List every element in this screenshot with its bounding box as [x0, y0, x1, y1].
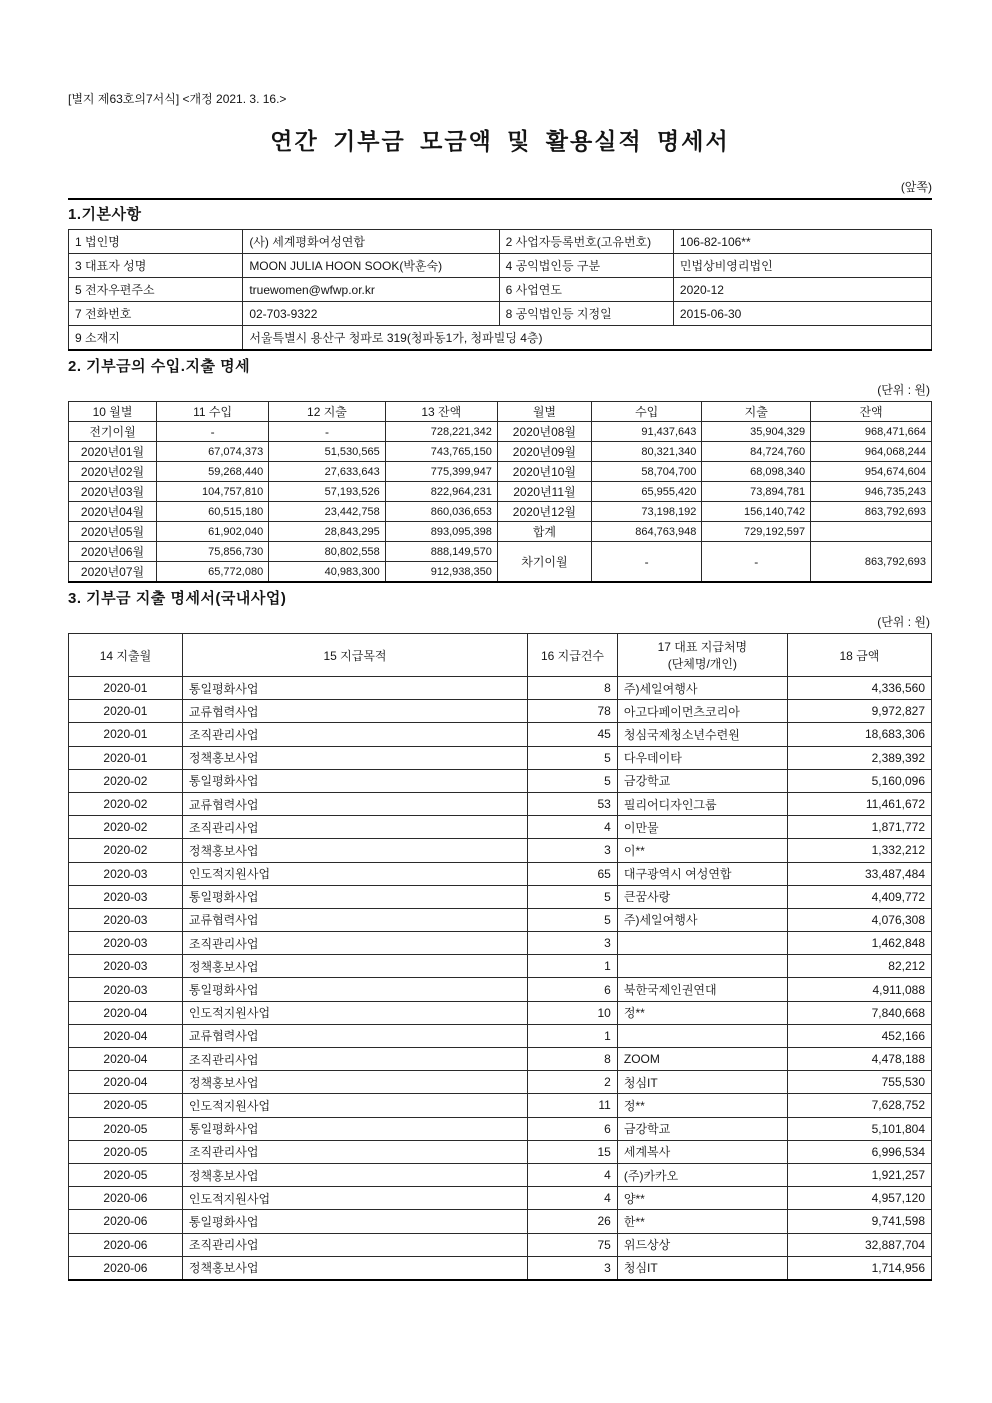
- expense-cell: 23,442,758: [269, 502, 386, 522]
- payee-cell: 다우데이타: [617, 746, 787, 769]
- expense-month-cell: 2020-04: [69, 1024, 183, 1047]
- field-value: MOON JULIA HOON SOOK(박훈숙): [243, 254, 499, 278]
- month-cell: 2020년03월: [69, 482, 157, 502]
- column-header: 10 월별: [69, 402, 157, 422]
- header-row: [69, 402, 932, 422]
- purpose-cell: 인도적지원사업: [182, 1094, 527, 1117]
- section2-heading: 2. 기부금의 수입.지출 명세: [68, 358, 251, 375]
- month-cell: 전기이월: [69, 422, 157, 442]
- table-row: [69, 302, 932, 326]
- amount-cell: 5,101,804: [787, 1117, 931, 1140]
- table-row: [69, 978, 932, 1001]
- payee-cell: 금강학교: [617, 769, 787, 792]
- amount-cell: 1,921,257: [787, 1163, 931, 1186]
- balance-cell: 863,792,693: [811, 502, 932, 522]
- table-row: [69, 1233, 932, 1256]
- balance-cell: 775,399,947: [385, 462, 497, 482]
- payee-cell: 아고다페이먼츠코리아: [617, 700, 787, 723]
- balance-cell: 954,674,604: [811, 462, 932, 482]
- expense-month-cell: 2020-01: [69, 723, 183, 746]
- table-row: [69, 816, 932, 839]
- table-row: [69, 1071, 932, 1094]
- column-header: 월별: [497, 402, 591, 422]
- count-cell: 8: [528, 677, 618, 700]
- purpose-cell: 정책홍보사업: [182, 839, 527, 862]
- income-expense-table: [68, 401, 932, 583]
- donation-expense-rows: [69, 677, 932, 1280]
- count-cell: 45: [528, 723, 618, 746]
- purpose-cell: 조직관리사업: [182, 1140, 527, 1163]
- count-cell: 8: [528, 1048, 618, 1071]
- expense-cell: 729,192,597: [702, 522, 811, 542]
- column-header: 12 지출: [269, 402, 386, 422]
- count-cell: 3: [528, 1256, 618, 1280]
- month-cell: 2020년11월: [497, 482, 591, 502]
- payee-cell: 이만물: [617, 816, 787, 839]
- table-row: [69, 932, 932, 955]
- count-cell: 3: [528, 932, 618, 955]
- table-row: [69, 1163, 932, 1186]
- purpose-cell: 정책홍보사업: [182, 1256, 527, 1280]
- payee-cell: (주)카카오: [617, 1163, 787, 1186]
- amount-cell: 1,332,212: [787, 839, 931, 862]
- income-cell: 58,704,700: [591, 462, 701, 482]
- amount-cell: 82,212: [787, 955, 931, 978]
- table-row: [69, 1001, 932, 1024]
- amount-cell: 2,389,392: [787, 746, 931, 769]
- expense-month-cell: 2020-03: [69, 862, 183, 885]
- table-row: [69, 1187, 932, 1210]
- expense-month-cell: 2020-01: [69, 746, 183, 769]
- column-header: 잔액: [811, 402, 932, 422]
- field-value: 서울특별시 용산구 청파로 319(청파동1가, 청파빌딩 4층): [243, 326, 932, 351]
- payee-cell: ZOOM: [617, 1048, 787, 1071]
- field-value: 2020-12: [673, 278, 931, 302]
- amount-cell: 4,076,308: [787, 908, 931, 931]
- balance-cell: 968,471,664: [811, 422, 932, 442]
- amount-cell: 1,871,772: [787, 816, 931, 839]
- expense-month-cell: 2020-03: [69, 932, 183, 955]
- month-cell: 2020년09월: [497, 442, 591, 462]
- expense-month-cell: 2020-05: [69, 1140, 183, 1163]
- expense-month-cell: 2020-02: [69, 792, 183, 815]
- amount-cell: 18,683,306: [787, 723, 931, 746]
- count-cell: 4: [528, 816, 618, 839]
- purpose-cell: 통일평화사업: [182, 885, 527, 908]
- table-row: [69, 230, 932, 254]
- month-cell: 2020년06월: [69, 542, 157, 562]
- month-cell: 2020년07월: [69, 562, 157, 583]
- payee-cell: 필리어디자인그룹: [617, 792, 787, 815]
- purpose-cell: 조직관리사업: [182, 932, 527, 955]
- header-row: [69, 634, 932, 677]
- table-row: [69, 1256, 932, 1280]
- amount-cell: 452,166: [787, 1024, 931, 1047]
- count-cell: 65: [528, 862, 618, 885]
- count-cell: 15: [528, 1140, 618, 1163]
- month-cell: 2020년12월: [497, 502, 591, 522]
- amount-cell: 4,336,560: [787, 677, 931, 700]
- balance-cell: 964,068,244: [811, 442, 932, 462]
- income-cell: 73,198,192: [591, 502, 701, 522]
- expense-cell: 51,530,565: [269, 442, 386, 462]
- count-cell: 6: [528, 1117, 618, 1140]
- month-cell: 2020년01월: [69, 442, 157, 462]
- payee-cell: 정**: [617, 1094, 787, 1117]
- expense-month-cell: 2020-03: [69, 955, 183, 978]
- balance-cell: [811, 522, 932, 542]
- expense-cell: 27,633,643: [269, 462, 386, 482]
- amount-cell: 32,887,704: [787, 1233, 931, 1256]
- table-row: [69, 839, 932, 862]
- payee-cell: 청심IT: [617, 1256, 787, 1280]
- column-header: 지출: [702, 402, 811, 422]
- amount-cell: 11,461,672: [787, 792, 931, 815]
- field-label: 3 대표자 성명: [69, 254, 243, 278]
- expense-month-cell: 2020-06: [69, 1233, 183, 1256]
- income-cell: 59,268,440: [157, 462, 269, 482]
- income-cell: 75,856,730: [157, 542, 269, 562]
- expense-cell: -: [702, 542, 811, 583]
- expense-month-cell: 2020-05: [69, 1163, 183, 1186]
- donation-expense-table: [68, 633, 932, 1281]
- payee-cell: 청심IT: [617, 1071, 787, 1094]
- count-cell: 53: [528, 792, 618, 815]
- table-row: [69, 1210, 932, 1233]
- expense-month-cell: 2020-01: [69, 677, 183, 700]
- table-row: [69, 792, 932, 815]
- expense-month-cell: 2020-05: [69, 1117, 183, 1140]
- top-divider: [68, 198, 932, 200]
- expense-cell: 68,098,340: [702, 462, 811, 482]
- count-cell: 1: [528, 955, 618, 978]
- section3-heading: 3. 기부금 지출 명세서(국내사업): [68, 590, 287, 607]
- field-label: 4 공익법인등 구분: [499, 254, 673, 278]
- month-cell: 2020년04월: [69, 502, 157, 522]
- expense-month-cell: 2020-04: [69, 1048, 183, 1071]
- balance-cell: 822,964,231: [385, 482, 497, 502]
- income-cell: 91,437,643: [591, 422, 701, 442]
- expense-cell: 84,724,760: [702, 442, 811, 462]
- amount-cell: 4,957,120: [787, 1187, 931, 1210]
- table-row: [69, 862, 932, 885]
- field-label: 7 전화번호: [69, 302, 243, 326]
- month-cell: 2020년10월: [497, 462, 591, 482]
- purpose-cell: 인도적지원사업: [182, 862, 527, 885]
- payee-cell: 주)세일여행사: [617, 908, 787, 931]
- table-row: [69, 885, 932, 908]
- income-cell: 104,757,810: [157, 482, 269, 502]
- income-cell: 67,074,373: [157, 442, 269, 462]
- payee-cell: 큰꿈사랑: [617, 885, 787, 908]
- balance-cell: 743,765,150: [385, 442, 497, 462]
- amount-cell: 9,741,598: [787, 1210, 931, 1233]
- column-header: 11 수입: [157, 402, 269, 422]
- payee-cell: 청심국제청소년수련원: [617, 723, 787, 746]
- expense-cell: 28,843,295: [269, 522, 386, 542]
- count-cell: 4: [528, 1187, 618, 1210]
- income-cell: 864,763,948: [591, 522, 701, 542]
- income-cell: 65,955,420: [591, 482, 701, 502]
- table-row: [69, 542, 932, 562]
- table-row: [69, 254, 932, 278]
- section2-unit-note: (단위 : 원): [877, 383, 930, 397]
- table-row: [69, 462, 932, 482]
- field-label: 8 공익법인등 지정일: [499, 302, 673, 326]
- count-cell: 2: [528, 1071, 618, 1094]
- expense-cell: 156,140,742: [702, 502, 811, 522]
- expense-month-cell: 2020-02: [69, 769, 183, 792]
- amount-cell: 7,840,668: [787, 1001, 931, 1024]
- income-cell: -: [157, 422, 269, 442]
- income-cell: -: [591, 542, 701, 583]
- purpose-cell: 조직관리사업: [182, 1233, 527, 1256]
- income-cell: 80,321,340: [591, 442, 701, 462]
- expense-month-cell: 2020-03: [69, 978, 183, 1001]
- count-cell: 10: [528, 1001, 618, 1024]
- balance-cell: 893,095,398: [385, 522, 497, 542]
- payee-cell: 양**: [617, 1187, 787, 1210]
- payee-cell: [617, 932, 787, 955]
- field-label: 9 소재지: [69, 326, 243, 351]
- table-row: [69, 522, 932, 542]
- balance-cell: 860,036,653: [385, 502, 497, 522]
- table-row: [69, 278, 932, 302]
- count-cell: 5: [528, 908, 618, 931]
- column-header: 18 금액: [787, 634, 931, 677]
- count-cell: 6: [528, 978, 618, 1001]
- expense-month-cell: 2020-02: [69, 839, 183, 862]
- balance-cell: 888,149,570: [385, 542, 497, 562]
- table-row: [69, 955, 932, 978]
- section1-heading: 1.기본사항: [68, 206, 142, 223]
- count-cell: 4: [528, 1163, 618, 1186]
- table-row: [69, 1094, 932, 1117]
- basic-info-table: [68, 229, 932, 351]
- expense-month-cell: 2020-01: [69, 700, 183, 723]
- amount-cell: 7,628,752: [787, 1094, 931, 1117]
- payee-cell: 금강학교: [617, 1117, 787, 1140]
- purpose-cell: 인도적지원사업: [182, 1187, 527, 1210]
- field-label: 5 전자우편주소: [69, 278, 243, 302]
- purpose-cell: 통일평화사업: [182, 769, 527, 792]
- table-row: [69, 1140, 932, 1163]
- count-cell: 3: [528, 839, 618, 862]
- payee-cell: 세계복사: [617, 1140, 787, 1163]
- purpose-cell: 정책홍보사업: [182, 1163, 527, 1186]
- table-row: [69, 746, 932, 769]
- purpose-cell: 조직관리사업: [182, 723, 527, 746]
- balance-cell: 863,792,693: [811, 542, 932, 583]
- purpose-cell: 통일평화사업: [182, 677, 527, 700]
- amount-cell: 6,996,534: [787, 1140, 931, 1163]
- income-cell: 60,515,180: [157, 502, 269, 522]
- amount-cell: 33,487,484: [787, 862, 931, 885]
- month-cell: 2020년05월: [69, 522, 157, 542]
- table-row: [69, 1048, 932, 1071]
- expense-month-cell: 2020-03: [69, 885, 183, 908]
- table-row: [69, 769, 932, 792]
- field-value: 106-82-106**: [673, 230, 931, 254]
- amount-cell: 4,409,772: [787, 885, 931, 908]
- purpose-cell: 조직관리사업: [182, 816, 527, 839]
- amount-cell: 9,972,827: [787, 700, 931, 723]
- field-label: 6 사업연도: [499, 278, 673, 302]
- amount-cell: 1,714,956: [787, 1256, 931, 1280]
- expense-cell: 40,983,300: [269, 562, 386, 583]
- column-header: 13 잔액: [385, 402, 497, 422]
- expense-month-cell: 2020-05: [69, 1094, 183, 1117]
- payee-cell: [617, 1024, 787, 1047]
- amount-cell: 4,911,088: [787, 978, 931, 1001]
- count-cell: 75: [528, 1233, 618, 1256]
- purpose-cell: 조직관리사업: [182, 1048, 527, 1071]
- table-row: [69, 1024, 932, 1047]
- balance-cell: 728,221,342: [385, 422, 497, 442]
- income-cell: 65,772,080: [157, 562, 269, 583]
- expense-month-cell: 2020-02: [69, 816, 183, 839]
- column-header: 수입: [591, 402, 701, 422]
- expense-month-cell: 2020-04: [69, 1071, 183, 1094]
- field-value: 2015-06-30: [673, 302, 931, 326]
- field-value: 민법상비영리법인: [673, 254, 931, 278]
- purpose-cell: 교류협력사업: [182, 792, 527, 815]
- page-side-label: (앞쪽): [900, 180, 932, 194]
- column-header-line2: (단체명/개인): [667, 657, 737, 671]
- amount-cell: 5,160,096: [787, 769, 931, 792]
- payee-cell: 이**: [617, 839, 787, 862]
- purpose-cell: 통일평화사업: [182, 1210, 527, 1233]
- table-row: [69, 482, 932, 502]
- count-cell: 5: [528, 769, 618, 792]
- expense-month-cell: 2020-06: [69, 1210, 183, 1233]
- field-label: 1 법인명: [69, 230, 243, 254]
- purpose-cell: 통일평화사업: [182, 978, 527, 1001]
- expense-month-cell: 2020-03: [69, 908, 183, 931]
- field-value: (사) 세계평화여성연합: [243, 230, 499, 254]
- payee-cell: 북한국제인권연대: [617, 978, 787, 1001]
- purpose-cell: 정책홍보사업: [182, 1071, 527, 1094]
- field-value: truewomen@wfwp.or.kr: [243, 278, 499, 302]
- count-cell: 26: [528, 1210, 618, 1233]
- expense-cell: 80,802,558: [269, 542, 386, 562]
- purpose-cell: 인도적지원사업: [182, 1001, 527, 1024]
- count-cell: 5: [528, 746, 618, 769]
- payee-cell: 주)세일여행사: [617, 677, 787, 700]
- purpose-cell: 정책홍보사업: [182, 746, 527, 769]
- expense-cell: -: [269, 422, 386, 442]
- column-header: 14 지출월: [69, 634, 183, 677]
- amount-cell: 4,478,188: [787, 1048, 931, 1071]
- table-row: [69, 1117, 932, 1140]
- income-cell: 61,902,040: [157, 522, 269, 542]
- count-cell: 5: [528, 885, 618, 908]
- count-cell: 78: [528, 700, 618, 723]
- column-header-line1: 17 대표 지급처명: [657, 640, 748, 654]
- purpose-cell: 교류협력사업: [182, 700, 527, 723]
- table-row: [69, 723, 932, 746]
- count-cell: 11: [528, 1094, 618, 1117]
- expense-month-cell: 2020-06: [69, 1187, 183, 1210]
- section3-unit-note: (단위 : 원): [877, 615, 930, 629]
- purpose-cell: 정책홍보사업: [182, 955, 527, 978]
- table-row: [69, 326, 932, 351]
- total-label-cell: 합계: [497, 522, 591, 542]
- count-cell: 1: [528, 1024, 618, 1047]
- month-cell: 2020년02월: [69, 462, 157, 482]
- carryover-label-cell: 차기이월: [497, 542, 591, 583]
- field-label: 2 사업자등록번호(고유번호): [499, 230, 673, 254]
- table-row: [69, 908, 932, 931]
- amount-cell: 755,530: [787, 1071, 931, 1094]
- purpose-cell: 교류협력사업: [182, 1024, 527, 1047]
- column-header: 16 지급건수: [528, 634, 618, 677]
- expense-cell: 57,193,526: [269, 482, 386, 502]
- table-row: [69, 422, 932, 442]
- purpose-cell: 교류협력사업: [182, 908, 527, 931]
- column-header: 15 지급목적: [182, 634, 527, 677]
- balance-cell: 946,735,243: [811, 482, 932, 502]
- payee-cell: 위드상상: [617, 1233, 787, 1256]
- payee-cell: 대구광역시 여성연합: [617, 862, 787, 885]
- column-header: [617, 634, 787, 677]
- field-value: 02-703-9322: [243, 302, 499, 326]
- form-reference-note: [별지 제63호의7서식] <개정 2021. 3. 16.>: [68, 92, 287, 106]
- expense-cell: 73,894,781: [702, 482, 811, 502]
- purpose-cell: 통일평화사업: [182, 1117, 527, 1140]
- expense-cell: 35,904,329: [702, 422, 811, 442]
- table-row: [69, 502, 932, 522]
- amount-cell: 1,462,848: [787, 932, 931, 955]
- page-title: 연간 기부금 모금액 및 활용실적 명세서: [270, 128, 730, 154]
- month-cell: 2020년08월: [497, 422, 591, 442]
- table-row: [69, 700, 932, 723]
- payee-cell: 정**: [617, 1001, 787, 1024]
- table-row: [69, 677, 932, 700]
- expense-month-cell: 2020-04: [69, 1001, 183, 1024]
- expense-month-cell: 2020-06: [69, 1256, 183, 1280]
- balance-cell: 912,938,350: [385, 562, 497, 583]
- table-row: [69, 442, 932, 462]
- payee-cell: 한**: [617, 1210, 787, 1233]
- payee-cell: [617, 955, 787, 978]
